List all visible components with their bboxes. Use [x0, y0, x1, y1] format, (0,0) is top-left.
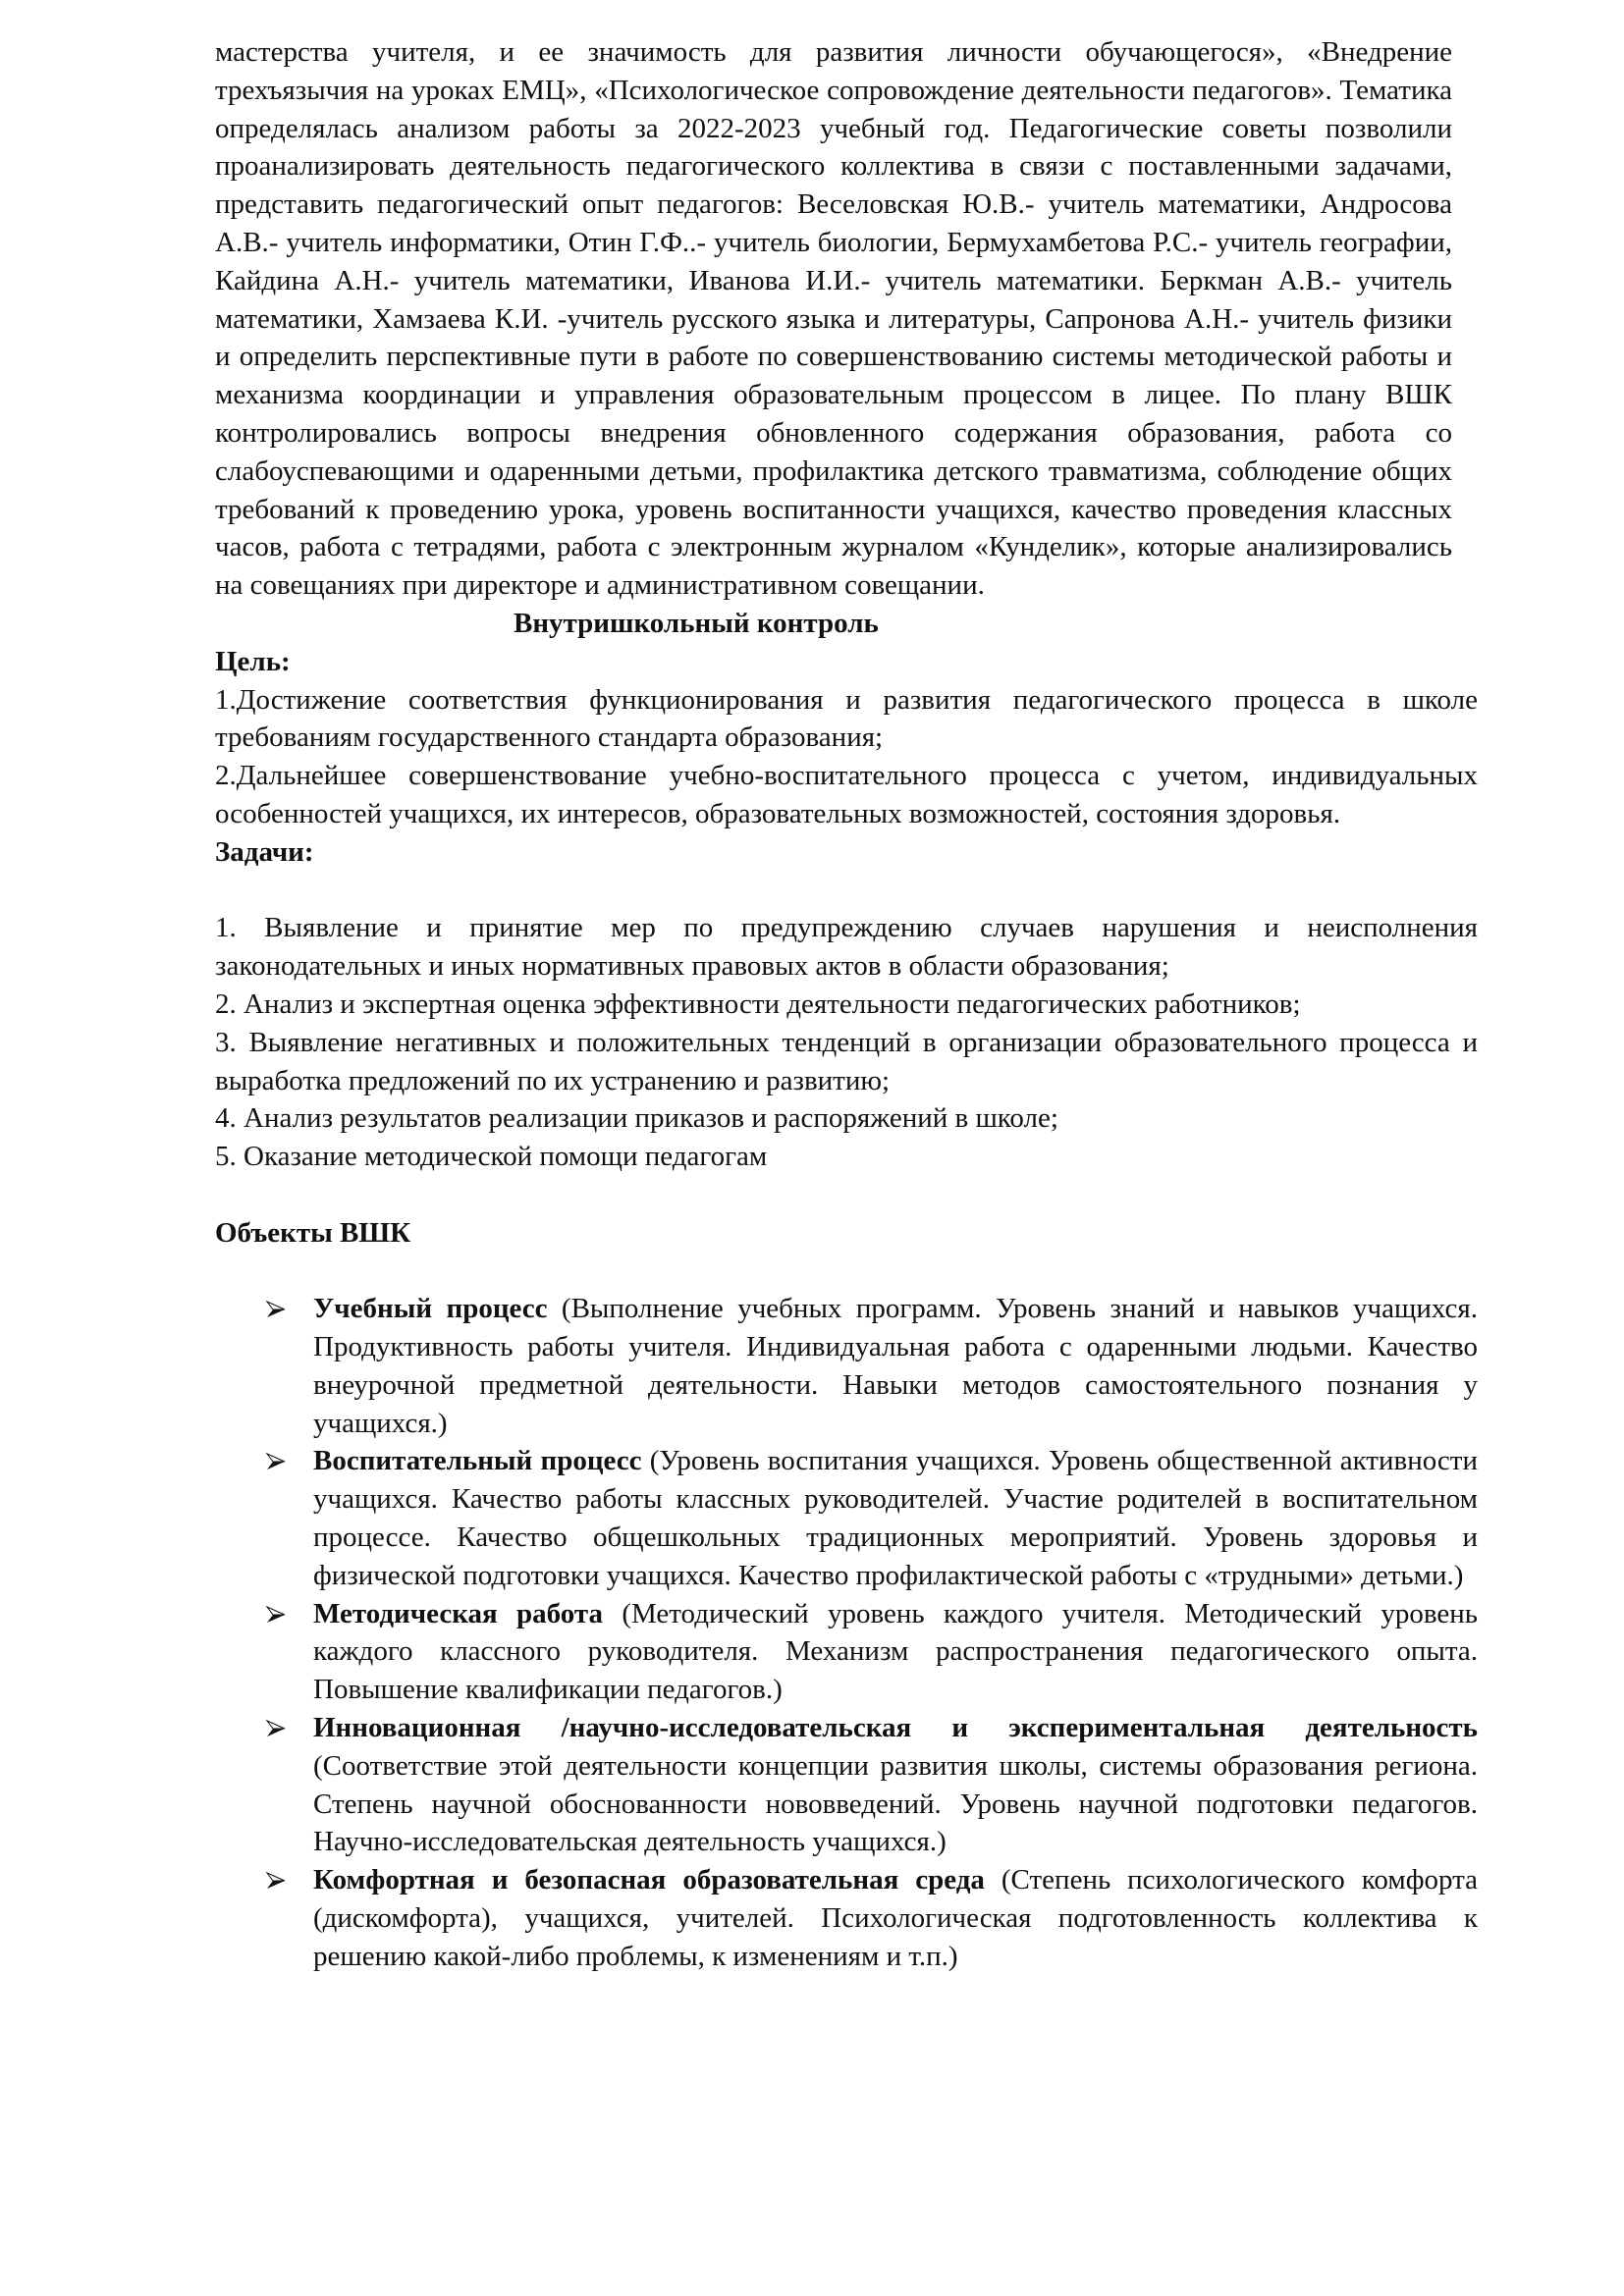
intro-paragraph: мастерства учителя, и ее значимость для развития личности обучающегося», «Внедрение трехъязычия на уроках ЕМЦ», «Психологическое сопровождение деятельности педагогов». Тематика определялась анализом работы за 2022-2023 учебный год. Педагогические советы позволили проанализировать деятельность педагогического коллектива в связи с поставленными задачами, представить педагогический опыт педагогов: Веселовская Ю.В.- учитель математики, Андросова А.В.- учитель информатики, Отин Г.Ф..- учитель биологии, Бермухамбетова Р.С.- учитель географии, Кайдина А.Н.- учитель математики, Иванова И.И.- учитель математики. Беркман А.В.- учитель математики, Хамзаева К.И. -учитель русского языка и литературы, Сапронова А.Н.- учитель физики и определить перспективные пути в работе по совершенствованию системы методической работы и механизма координации и управления образовательным процессом в лицее. По плану ВШК контролировались вопросы внедрения обновленного содержания образования, работа со слабоуспевающими и одаренными детьми, профилактика детского травматизма, соблюдение общих требований к проведению урока, уровень воспитанности учащихся, качество проведения классных часов, работа с тетрадями, работа с электронным журналом «Кунделик», которые анализировались на совещаниях при директоре и административном совещании.	[215, 36, 1452, 602]
arrowhead-bullet-icon	[266, 1453, 286, 1470]
list-item	[313, 1861, 1478, 1975]
list-item	[313, 1709, 1478, 1861]
task-item: 1. Выявление и принятие мер по предупреждению случаев нарушения и неисполнения законодательных и иных нормативных правовых актов в области образования;	[215, 912, 1478, 983]
object-title: Воспитательный процесс	[313, 1445, 642, 1477]
section-heading: Внутришкольный контроль	[514, 607, 879, 639]
object-description: (Методический уровень каждого учителя. Методический уровень каждого классного руководителя. Механизм распространения педагогического опыта. Повышение квалификации педагогов.)	[313, 1597, 1478, 1706]
arrowhead-bullet-icon	[266, 1872, 286, 1890]
tasks-label: Задачи:	[215, 835, 314, 868]
object-title: Комфортная и безопасная образовательная среда	[313, 1864, 985, 1896]
spacer	[215, 872, 1478, 910]
goal-label: Цель:	[215, 645, 291, 677]
task-item: 2. Анализ и экспертная оценка эффективности деятельности педагогических работников;	[215, 988, 1301, 1020]
arrowhead-bullet-icon	[266, 1606, 286, 1624]
objects-list	[215, 1290, 1478, 1975]
spacer	[215, 1253, 1478, 1291]
object-description: (Соответствие этой деятельности концепции развития школы, системы образования региона. Степень научной обоснованности нововведений. Уровень научной подготовки педагогов. Научно-исследовательская деятельность учащихся.)	[313, 1749, 1478, 1858]
document-page	[215, 33, 1478, 1976]
task-item: 4. Анализ результатов реализации приказов и распоряжений в школе;	[215, 1102, 1058, 1135]
object-title: Учебный процесс	[313, 1293, 548, 1325]
object-title: Инновационная /научно-исследовательская и экспериментальная деятельность	[313, 1712, 1478, 1744]
list-item	[313, 1595, 1478, 1709]
task-item: 5. Оказание методической помощи педагогам	[215, 1141, 768, 1173]
goal-item: 2.Дальнейшее совершенствование учебно-воспитательного процесса с учетом, индивидуальных особенностей учащихся, их интересов, образовательных возможностей, состояния здоровья.	[215, 760, 1478, 829]
spacer	[215, 1176, 1478, 1214]
arrowhead-bullet-icon	[266, 1301, 286, 1318]
object-description: (Выполнение учебных программ. Уровень знаний и навыков учащихся. Продуктивность работы учителя. Индивидуальная работа с одаренными людьми. Качество внеурочной предметной деятельности. Навыки методов самостоятельного познания у учащихся.)	[313, 1293, 1478, 1439]
arrowhead-bullet-icon	[266, 1720, 286, 1737]
objects-label: Объекты ВШК	[215, 1216, 411, 1249]
object-description: (Степень психологического комфорта (дискомфорта), учащихся, учителей. Психологическая подготовленность коллектива к решению какой-либо проблемы, к изменениям и т.п.)	[313, 1864, 1479, 1972]
object-description: (Уровень воспитания учащихся. Уровень общественной активности учащихся. Качество работы классных руководителей. Участие родителей в воспитательном процессе. Качество общешкольных традиционных мероприятий. Уровень здоровья и физической подготовки учащихся. Качество профилактической работы с «трудными» детьми.)	[313, 1445, 1478, 1591]
list-item	[313, 1442, 1478, 1594]
task-item: 3. Выявление негативных и положительных тенденций в организации образовательного процесса и выработка предложений по их устранению и развитию;	[215, 1026, 1478, 1096]
goal-item: 1.Достижение соответствия функционирования и развития педагогического процесса в школе требованиям государственного стандарта образования;	[215, 683, 1478, 754]
object-title: Методическая работа	[313, 1597, 603, 1629]
list-item	[313, 1290, 1478, 1442]
